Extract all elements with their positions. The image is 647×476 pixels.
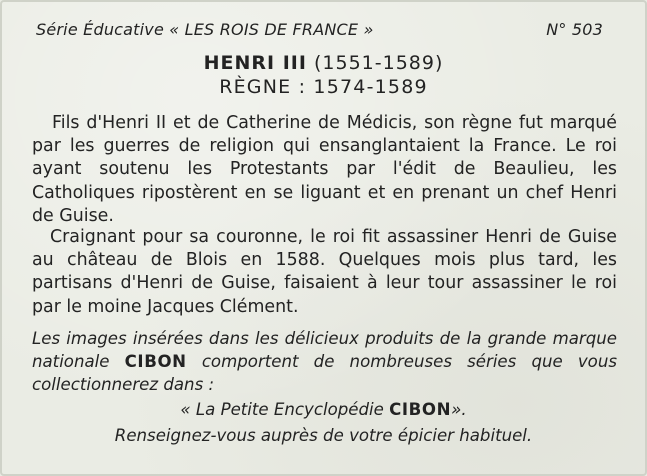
advert-rest: comportent de nombreuses séries que vous collectionnerez dans : bbox=[32, 351, 617, 394]
advert-paragraph bbox=[32, 328, 617, 396]
series-title: Série Éducative « LES ROIS DE FRANCE » bbox=[36, 20, 374, 39]
collection-prefix: « La Petite Encyclopédie bbox=[180, 400, 384, 419]
king-heading bbox=[2, 52, 645, 74]
collection-brand: CIBON bbox=[389, 400, 452, 419]
advert-intro: Les images insérées dans les délicieux produits de la grande marque nationale bbox=[32, 329, 617, 371]
collection-title bbox=[2, 400, 645, 419]
closing-line: Renseignez-vous auprès de votre épicier habituel. bbox=[114, 426, 533, 445]
king-name: HENRI III bbox=[203, 52, 307, 74]
king-life-dates: (1551-1589) bbox=[313, 52, 444, 74]
history-paragraph-1: Fils d'Henri II et de Catherine de Médicis, son règne fut marqué par les guerres de religion qui ensanglantaient la France. Le roi ayant soutenu les Protestants par l'édit de Beaulieu, les Catholiques ripostèrent en se liguant et en prenant un chef Henri de Guise. bbox=[32, 113, 617, 226]
history-paragraph-2: Craignant pour sa couronne, le roi fit assassiner Henri de Guise au château de Blois en 1588. Quelques mois plus tard, les partisans d'Henri de Guise, faisaient à leur tour assassiner le roi par le moine Jacques Clément. bbox=[32, 227, 617, 317]
card-number: N° 503 bbox=[546, 20, 603, 39]
reign-dates: RÈGNE : 1574-1589 bbox=[219, 76, 428, 98]
collection-suffix: ». bbox=[451, 400, 467, 419]
brand-name: CIBON bbox=[124, 351, 187, 371]
